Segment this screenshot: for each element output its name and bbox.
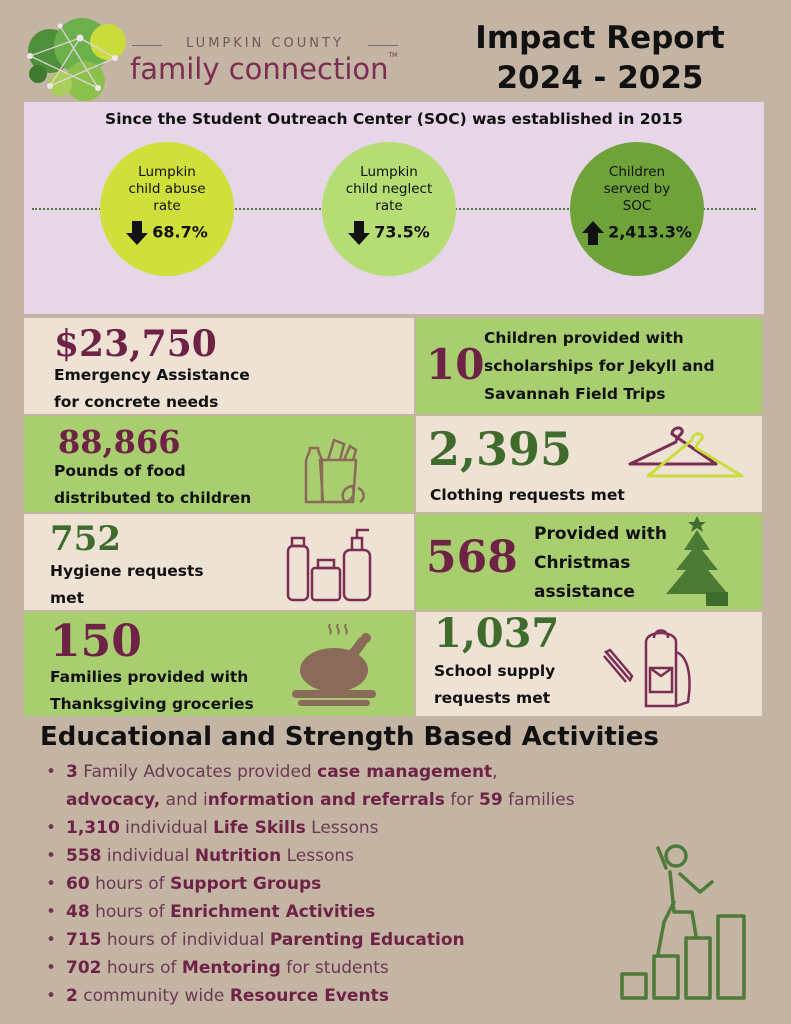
tile-number: 150 — [50, 616, 142, 667]
org-main-text: family connection — [130, 52, 389, 86]
christmas-tree-icon — [662, 516, 732, 608]
stat-value: 73.5% — [374, 222, 430, 242]
tile-line: Savannah Field Trips — [484, 385, 666, 403]
tile-christmas — [416, 514, 762, 610]
tile-school-supply — [416, 612, 762, 716]
stat-label — [100, 164, 234, 215]
stat-label-line: child neglect — [345, 181, 433, 197]
trademark: TM — [388, 52, 398, 59]
activity-emphasis: Resource Events — [229, 986, 389, 1006]
title-line-1: Impact Report — [475, 20, 725, 56]
activity-text: Lessons — [281, 846, 354, 866]
activity-text: for — [444, 790, 480, 810]
stat-value: 2,413.3% — [608, 222, 692, 242]
logo-rule-right — [368, 45, 398, 46]
tile-line: School supply — [434, 662, 556, 680]
activity-text: , — [492, 762, 498, 782]
tile-line: for concrete needs — [54, 393, 219, 411]
hangers-icon — [628, 420, 744, 482]
stat-value: 68.7% — [152, 222, 208, 242]
activity-item — [44, 870, 684, 898]
activity-item — [44, 898, 684, 926]
activity-item — [44, 926, 684, 954]
tile-emergency-assistance — [24, 318, 414, 414]
activity-emphasis: 1,310 — [66, 818, 120, 838]
soc-panel — [24, 102, 764, 314]
tile-number: 2,395 — [428, 422, 573, 476]
tile-number: 10 — [426, 340, 485, 389]
activity-item — [44, 954, 684, 982]
stat-label-line: child abuse — [128, 181, 206, 197]
activity-emphasis: 558 — [66, 846, 102, 866]
org-name-main — [130, 52, 405, 86]
tile-food — [24, 416, 414, 512]
tile-line: distributed to children — [54, 489, 252, 507]
tile-line: assistance — [534, 582, 635, 602]
stat-label-line: rate — [375, 198, 403, 214]
activity-item — [44, 814, 684, 842]
activity-emphasis: 715 — [66, 930, 102, 950]
page-title — [440, 18, 760, 98]
hygiene-bottles-icon — [284, 526, 376, 602]
activity-emphasis: nformation and referrals — [207, 790, 445, 810]
stat-circle-neglect — [322, 142, 456, 276]
tile-line: scholarships for Jekyll and — [484, 357, 715, 375]
activity-text: Lessons — [305, 818, 379, 838]
stat-value-row — [322, 221, 456, 245]
activity-emphasis: 48 — [66, 902, 90, 922]
backpack-icon — [600, 622, 710, 712]
stat-label-line: Children — [608, 164, 666, 180]
tile-line: Christmas — [534, 553, 631, 573]
tile-description — [484, 324, 715, 408]
activity-text: community wide — [77, 986, 230, 1006]
activities-title: Educational and Strength Based Activities — [40, 722, 659, 752]
stat-label — [570, 164, 704, 215]
stat-circle-abuse — [100, 142, 234, 276]
activity-emphasis: Mentoring — [181, 958, 281, 978]
activity-text: hours of — [89, 874, 171, 894]
tile-number: 752 — [50, 519, 121, 559]
activity-emphasis: Life Skills — [213, 818, 306, 838]
activity-text: Family Advocates provided — [77, 762, 318, 782]
grocery-bag-icon — [302, 432, 372, 504]
tile-line: Pounds of food — [54, 462, 186, 480]
tile-line: Hygiene requests — [50, 562, 204, 580]
activity-item — [44, 786, 684, 814]
activity-text: individual — [101, 846, 195, 866]
tile-number: 1,037 — [434, 610, 560, 657]
arrow-up-icon — [582, 221, 604, 245]
activity-emphasis: 59 — [479, 790, 503, 810]
activity-emphasis: Enrichment Activities — [170, 902, 376, 922]
tile-line: Emergency Assistance — [54, 366, 250, 384]
tile-line: requests met — [434, 689, 551, 707]
title-line-2: 2024 - 2025 — [496, 60, 704, 96]
arrow-down-icon — [126, 221, 148, 245]
stat-label-line: rate — [153, 198, 181, 214]
activity-emphasis: 3 — [66, 762, 78, 782]
tile-line: met — [50, 589, 85, 607]
stat-label-line: served by — [603, 181, 671, 197]
activity-emphasis: 702 — [66, 958, 102, 978]
soc-heading: Since the Student Outreach Center (SOC) was established in 2015 — [105, 110, 683, 128]
arrow-down-icon — [348, 221, 370, 245]
tile-description — [50, 558, 204, 612]
activity-text: individual — [119, 818, 214, 838]
activity-text: hours of — [101, 958, 182, 978]
family-connection-logo — [20, 16, 130, 106]
activity-emphasis: case management — [317, 762, 493, 782]
stat-label-line: Lumpkin — [360, 164, 418, 180]
tile-number: $23,750 — [54, 323, 217, 365]
stat-label — [322, 164, 456, 215]
person-climbing-bars-icon — [618, 842, 754, 1002]
tile-line: Provided with — [534, 524, 667, 544]
org-name-top: LUMPKIN COUNTY — [186, 36, 344, 51]
tile-description — [534, 520, 667, 607]
activity-emphasis: advocacy, — [66, 790, 161, 810]
stat-label-line: SOC — [622, 198, 652, 214]
activity-text: for students — [280, 958, 389, 978]
activity-text: hours of individual — [101, 930, 270, 950]
tile-clothing — [416, 416, 762, 512]
tile-description — [434, 658, 555, 712]
activity-emphasis: Parenting Education — [269, 930, 465, 950]
activity-emphasis: 2 — [66, 986, 78, 1006]
tile-description — [430, 482, 625, 509]
tile-hygiene — [24, 514, 414, 610]
tile-line: Thanksgiving groceries — [50, 695, 254, 713]
tile-description — [54, 458, 251, 512]
activity-item — [44, 842, 684, 870]
activity-emphasis: Nutrition — [194, 846, 282, 866]
tile-field-trips — [416, 318, 762, 414]
activity-emphasis: 60 — [66, 874, 90, 894]
stat-label-line: Lumpkin — [138, 164, 196, 180]
activity-text: hours of — [89, 902, 171, 922]
stat-value-row — [100, 221, 234, 245]
activities-list — [44, 758, 684, 1010]
stat-circle-children-served — [570, 142, 704, 276]
tile-description — [54, 362, 250, 416]
tile-number: 88,866 — [58, 423, 181, 461]
tile-line: Children provided with — [484, 329, 684, 347]
turkey-icon — [288, 622, 384, 708]
tile-number: 568 — [426, 532, 518, 583]
activity-emphasis: Support Groups — [170, 874, 322, 894]
activity-text: and i — [160, 790, 208, 810]
activity-text: families — [502, 790, 575, 810]
tile-line: Families provided with — [50, 668, 249, 686]
stat-value-row — [570, 221, 704, 245]
activity-item — [44, 982, 684, 1010]
activity-item — [44, 758, 684, 786]
tile-line: Clothing requests met — [430, 486, 625, 504]
tile-thanksgiving — [24, 612, 414, 716]
tile-description — [50, 664, 254, 718]
